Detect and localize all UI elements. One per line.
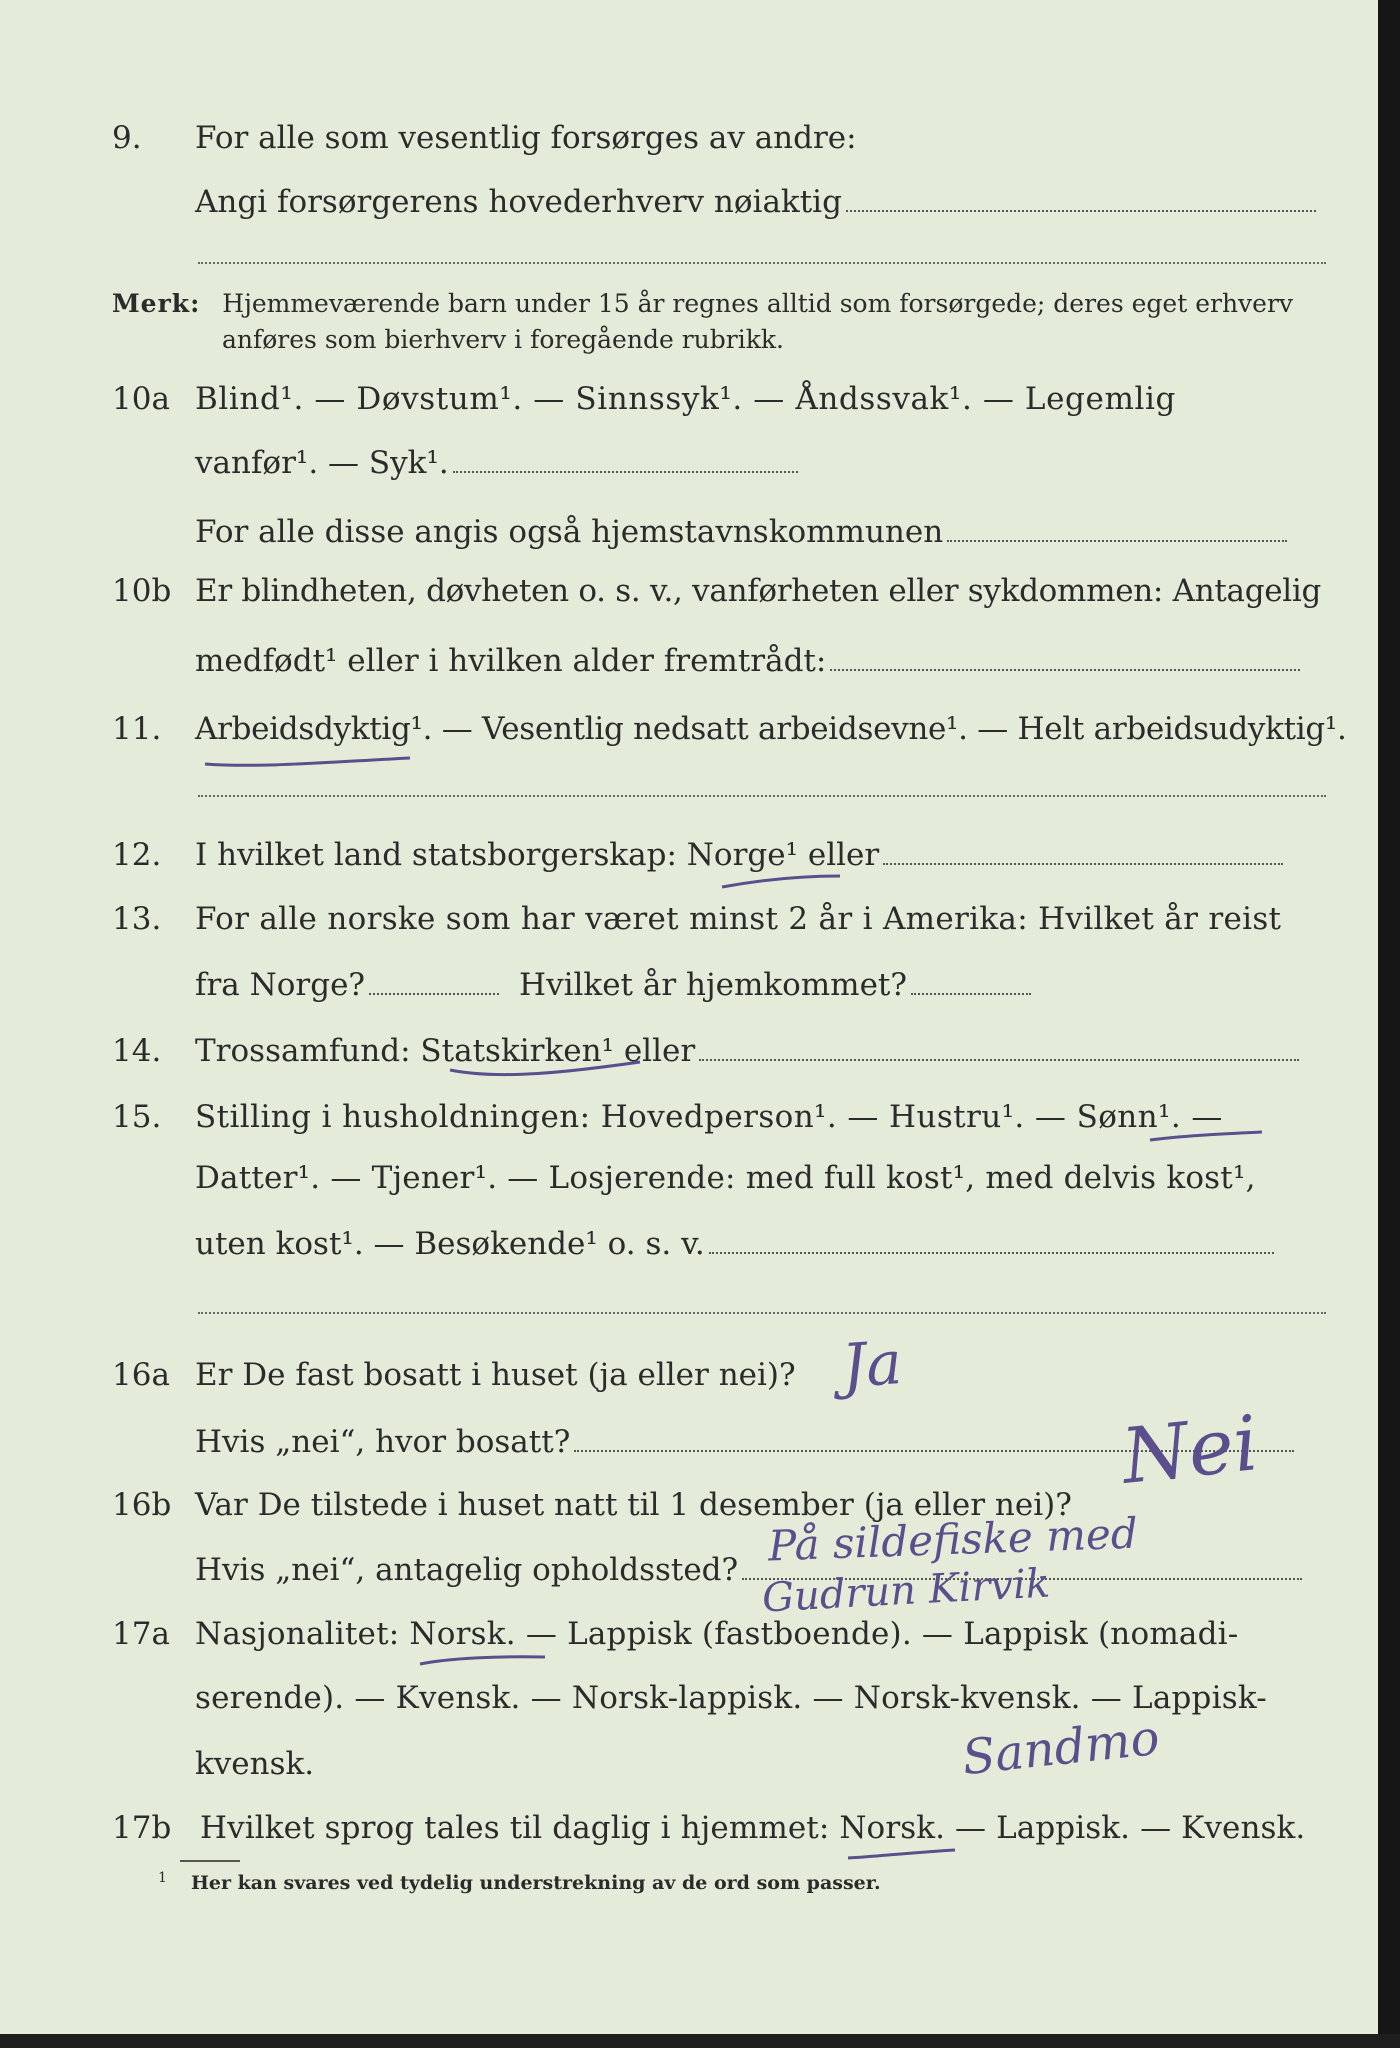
question-text: Hvilket år hjemkommet? — [519, 967, 908, 1003]
question-text: Hvis „nei“, hvor bosatt? — [195, 1424, 571, 1460]
question-text: Nasjonalitet: Norsk. — Lappisk (fastboende). — Lappisk (nomadi- — [195, 1616, 1239, 1652]
question-text: kvensk. — [195, 1746, 315, 1782]
question-number: 14. — [112, 1033, 162, 1069]
question-text: I hvilket land statsborgerskap: Norge¹ eller — [195, 837, 880, 873]
question-text: For alle norske som har været minst 2 år i Amerika: Hvilket år reist — [195, 901, 1282, 937]
question-text: Er De fast bosatt i huset (ja eller nei)? — [195, 1357, 796, 1393]
footnote-mark: 1 — [158, 1870, 167, 1886]
scan-edge-bottom — [0, 2034, 1400, 2048]
question-number: 13. — [112, 901, 162, 937]
merk-label: Merk: — [112, 289, 201, 318]
footnote-text: Her kan svares ved tydelig understrekning av de ord som passer. — [190, 1872, 881, 1895]
question-number: 9. — [112, 120, 142, 156]
question-number: 17a — [112, 1616, 170, 1652]
question-text: Blind¹. — Døvstum¹. — Sinnssyk¹. — Åndssvak¹. — Legemlig — [195, 381, 1176, 417]
underline-norge — [722, 876, 840, 887]
question-text: Var De tilstede i huset natt til 1 desember (ja eller nei)? — [195, 1487, 1072, 1523]
question-number: 15. — [112, 1099, 162, 1135]
underline-sonn — [1150, 1132, 1262, 1140]
merk-text: Hjemmeværende barn under 15 år regnes alltid som forsørgede; deres eget erhverv — [222, 289, 1294, 318]
merk-text: anføres som bierhverv i foregående rubrikk. — [222, 325, 784, 354]
question-text: For alle som vesentlig forsørges av andre: — [195, 120, 857, 156]
question-number: 10b — [112, 573, 172, 609]
underline-norsk-17b — [848, 1850, 955, 1858]
question-number: 12. — [112, 837, 162, 873]
question-text: Hvis „nei“, antagelig opholdssted? — [195, 1552, 739, 1588]
underline-statskirken — [450, 1062, 640, 1075]
question-text: Arbeidsdyktig¹. — Vesentlig nedsatt arbeidsevne¹. — Helt arbeidsudyktig¹. — [195, 711, 1347, 747]
question-text: medfødt¹ eller i hvilken alder fremtrådt: — [195, 643, 827, 679]
handwritten-note-17a: Sandmo — [959, 1709, 1162, 1787]
question-text: For alle disse angis også hjemstavnskommunen — [195, 514, 944, 550]
handwritten-place-line-1: På sildefiske med — [767, 1508, 1139, 1571]
handwritten-place-line-2: Gudrun Kirvik — [760, 1560, 1052, 1622]
handwritten-answer-16a: Ja — [839, 1327, 905, 1403]
question-number: 17b — [112, 1810, 172, 1846]
question-number: 16a — [112, 1357, 170, 1393]
question-text: Trossamfund: Statskirken¹ eller — [195, 1033, 696, 1069]
question-text: Stilling i husholdningen: Hovedperson¹. — Hustru¹. — Sønn¹. — — [195, 1099, 1223, 1135]
question-text: Hvilket sprog tales til daglig i hjemmet: Norsk. — Lappisk. — Kvensk. — [200, 1810, 1306, 1846]
question-text: uten kost¹. — Besøkende¹ o. s. v. — [195, 1226, 705, 1262]
question-text: Angi forsørgerens hovederhverv nøiaktig — [195, 184, 842, 220]
question-text: serende). — Kvensk. — Norsk-lappisk. — Norsk-kvensk. — Lappisk- — [195, 1680, 1267, 1716]
question-number: 10a — [112, 381, 170, 417]
scan-edge-right — [1378, 0, 1400, 2048]
question-text: fra Norge? — [195, 967, 366, 1003]
question-text: vanfør¹. — Syk¹. — [195, 445, 449, 481]
handwritten-answer-16b: Nei — [1117, 1398, 1263, 1501]
underline-arbeidsdyktig — [205, 758, 410, 765]
underline-norsk-17a — [420, 1657, 545, 1664]
question-text: Er blindheten, døvheten o. s. v., vanførheten eller sykdommen: Antagelig — [195, 573, 1322, 609]
question-text: Datter¹. — Tjener¹. — Losjerende: med full kost¹, med delvis kost¹, — [195, 1160, 1256, 1196]
question-number: 11. — [112, 711, 162, 747]
question-number: 16b — [112, 1487, 172, 1523]
